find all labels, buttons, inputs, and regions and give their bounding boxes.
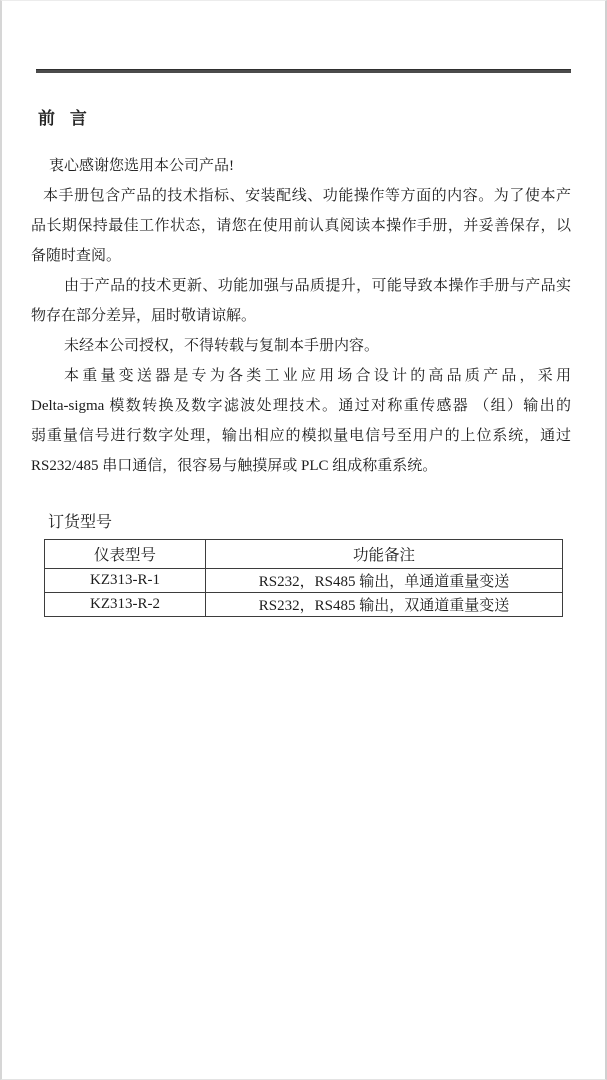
body-text-line: 衷心感谢您选用本公司产品! xyxy=(49,158,234,174)
table-cell-model: KZ313-R-2 xyxy=(45,593,206,617)
table-row xyxy=(45,593,563,617)
body-text-line: 未经本公司授权，不得转载与复制本手册内容。 xyxy=(64,338,380,354)
body-text-line: 由于产品的技术更新、功能加强与品质提升，可能导致本操作手册与产品实 xyxy=(64,278,571,294)
table-row xyxy=(45,569,563,593)
preface-body xyxy=(31,151,571,481)
table-header-note: 功能备注 xyxy=(206,540,563,569)
table-cell-model: KZ313-R-1 xyxy=(45,569,206,593)
order-model-label: 订货型号 xyxy=(48,514,113,531)
preface-heading: 前 言 xyxy=(38,109,88,129)
body-text-line: 本手册包含产品的技术指标、安装配线、功能操作等方面的内容。为了使本产 xyxy=(43,188,571,204)
body-text-line: Delta-sigma 模数转换及数字滤波处理技术。通过对称重传感器 （组）输出的 xyxy=(31,398,571,414)
body-text-line: 弱重量信号进行数字处理，输出相应的模拟量电信号至用户的上位系统，通过 xyxy=(31,428,571,444)
header-rule xyxy=(36,69,571,73)
body-text-line: RS232/485 串口通信，很容易与触摸屏或 PLC 组成称重系统。 xyxy=(31,458,438,474)
body-text-line: 备随时查阅。 xyxy=(31,248,122,264)
body-text-line: 物存在部分差异，届时敬请谅解。 xyxy=(31,308,257,324)
body-text-line: 品长期保持最佳工作状态，请您在使用前认真阅读本操作手册，并妥善保存，以 xyxy=(31,218,571,234)
table-header-model: 仪表型号 xyxy=(45,540,206,569)
table-header-row xyxy=(45,540,563,569)
body-text-line: 本重量变送器是专为各类工业应用场合设计的高品质产品，采用 xyxy=(64,368,571,384)
table-cell-note: RS232，RS485 输出，单通道重量变送 xyxy=(206,569,563,593)
order-model-table xyxy=(44,539,563,617)
table-cell-note: RS232，RS485 输出，双通道重量变送 xyxy=(206,593,563,617)
